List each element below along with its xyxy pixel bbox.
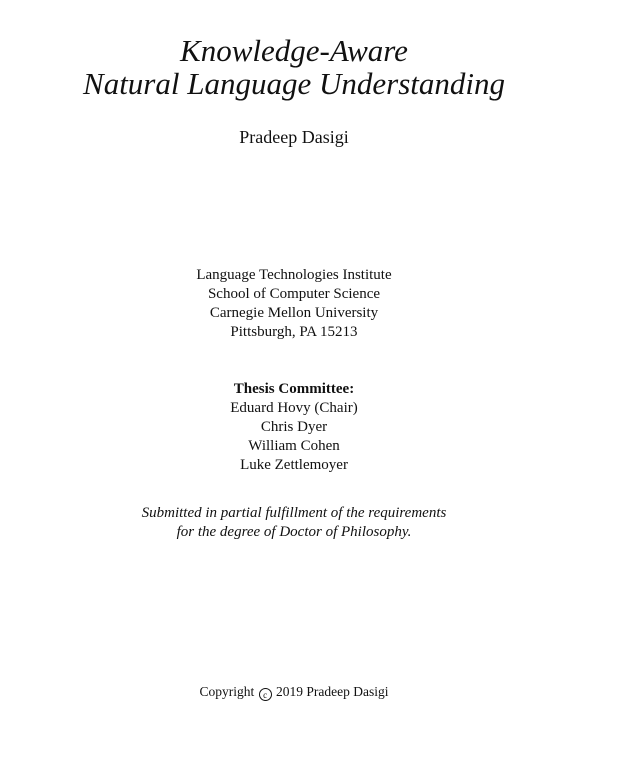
committee-member: William Cohen [248, 438, 340, 454]
affiliation-institute: Language Technologies Institute [196, 267, 392, 283]
author-name: Pradeep Dasigi [239, 127, 349, 147]
submission-statement [0, 504, 588, 542]
committee-heading: Thesis Committee: [233, 381, 355, 397]
affiliation-university: Carnegie Mellon University [209, 305, 379, 321]
thesis-title-line-1: Knowledge-Aware [180, 33, 408, 68]
thesis-committee [0, 380, 588, 475]
committee-member: Eduard Hovy (Chair) [230, 400, 358, 416]
copyright-icon: c [259, 688, 272, 701]
affiliation-school: School of Computer Science [207, 286, 381, 302]
thesis-title [0, 34, 588, 100]
affiliation-block [0, 266, 588, 342]
copyright-notice [0, 683, 588, 701]
submission-line-1: Submitted in partial fulfillment of the requirements [141, 505, 447, 521]
committee-member: Luke Zettlemoyer [240, 457, 348, 473]
copyright-prefix: Copyright [199, 684, 255, 699]
affiliation-address: Pittsburgh, PA 15213 [230, 324, 358, 340]
thesis-title-line-2: Natural Language Understanding [83, 66, 505, 101]
committee-member: Chris Dyer [260, 419, 328, 435]
copyright-text: 2019 Pradeep Dasigi [276, 684, 389, 699]
submission-line-2: for the degree of Doctor of Philosophy. [176, 524, 412, 540]
